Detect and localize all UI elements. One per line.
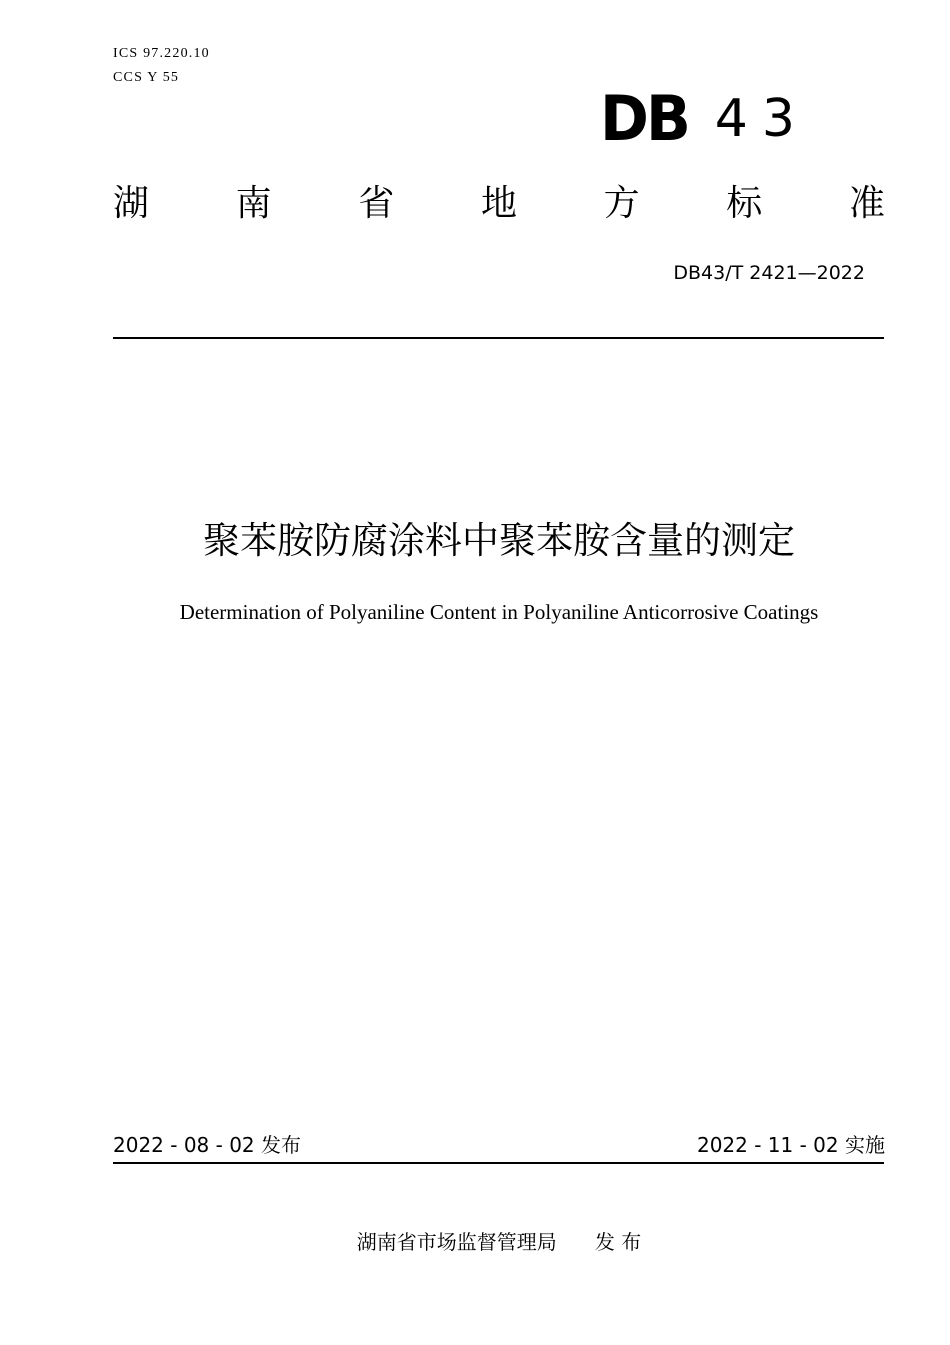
standard-type-char: 地 bbox=[480, 183, 517, 224]
document-title-english: Determination of Polyaniline Content in Polyaniline Anticorrosive Coatings bbox=[179, 600, 819, 624]
ccs-code: CCS Y 55 bbox=[113, 70, 180, 85]
standard-type-char: 省 bbox=[358, 183, 395, 224]
standard-type-char: 南 bbox=[235, 183, 272, 224]
issuing-authority: 湖南省市场监督管理局 发 布 bbox=[356, 1230, 642, 1254]
footer-divider bbox=[113, 1162, 884, 1164]
standard-type bbox=[113, 180, 885, 228]
standard-type-char: 方 bbox=[603, 183, 640, 224]
standard-number: DB43/T 2421—2022 bbox=[673, 262, 865, 284]
ics-code: ICS 97.220.10 bbox=[113, 46, 210, 61]
standard-type-char: 准 bbox=[848, 183, 885, 224]
implementation-date: 2022 - 11 - 02 实施 bbox=[696, 1133, 885, 1157]
db-logo-mark: DB bbox=[600, 82, 689, 155]
db-logo-number: 43 bbox=[714, 89, 809, 149]
standard-type-char: 湖 bbox=[113, 183, 150, 224]
document-title-chinese: 聚苯胺防腐涂料中聚苯胺含量的测定 bbox=[203, 519, 795, 562]
db-logo bbox=[600, 82, 809, 155]
header-divider bbox=[113, 337, 884, 339]
issue-date: 2022 - 08 - 02 发布 bbox=[113, 1133, 302, 1157]
standard-type-char: 标 bbox=[726, 183, 763, 224]
